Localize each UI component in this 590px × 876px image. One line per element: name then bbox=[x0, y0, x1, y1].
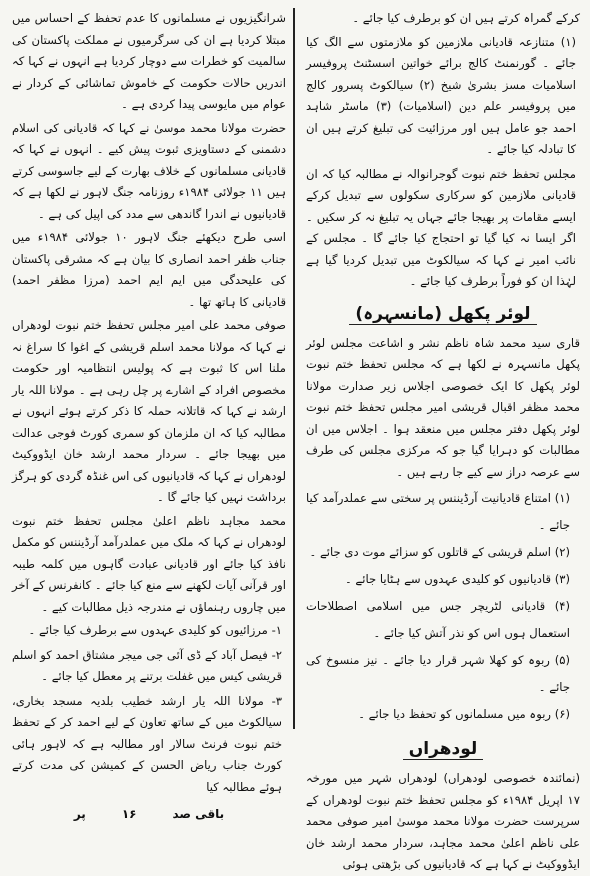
right-column bbox=[300, 8, 580, 871]
demand-item: ۱- مرزائیوں کو کلیدی عہدوں سے برطرف کیا جائے ۔ bbox=[28, 623, 282, 637]
section-heading-lower-pakhal bbox=[306, 299, 580, 329]
demands-list bbox=[306, 485, 580, 728]
paragraph: حضرت مولانا محمد موسیٰ نے کہا کہ قادیانی کی اسلام دشمنی کے دستاویزی ثبوت پیش کیے ۔ انہوں نے کہا کہ قادیانی مسلمانوں کے خلاف بھارت کے لیے جاسوسی کرتے ہیں ۱۱ جولائی ۱۹۸۴ء روزنامہ جنگ لاہور نے لکھا ہے کہ قادیانیوں نے اندرا گاندھی سے مدد کی اپیل کی ہے ۔ bbox=[12, 120, 287, 221]
demand-item: (۲) اسلم قریشی کے قاتلوں کو سزائے موت دی جائے ۔ bbox=[309, 545, 570, 559]
paragraph: اسی طرح دیکھئے جنگ لاہور ۱۰ جولائی ۱۹۸۴ء میں جناب ظفر احمد انصاری کا بیان ہے کہ مشرقی پاکستان کی علیحدگی میں ایم ایم احمد (مرزا مظفر احمد) قادیانی کا ہاتھ تھا ۔ bbox=[12, 230, 287, 309]
continuation-page: ۱۶ bbox=[121, 807, 137, 821]
demand-item: ۲- فیصل آباد کے ڈی آئی جی میجر مشتاق احمد کو اسلم قریشی کیس میں غفلت برتنے پر معطل کیا جائے ۔ bbox=[12, 647, 282, 683]
continuation-label: باقی صد bbox=[172, 807, 225, 821]
demand-item: (۴) قادیانی لٹریچر جس میں اسلامی اصطلاحات استعمال ہوں اس کو نذر آتش کیا جائے ۔ bbox=[306, 599, 570, 640]
opening-line: کرکے گمراہ کرتے ہیں ان کو برطرف کیا جائے ۔ bbox=[352, 11, 580, 25]
section-intro: قاری سید محمد شاہ ناظم نشر و اشاعت مجلس لوئر پکھل مانسہرہ نے لکھا ہے کہ مجلس تحفظ ختم نبوت لوئر پکھل کا ایک خصوصی اجلاس زیر صدارت مولانا محمد مظفر اقبال قریشی امیر مجلس تحفظ ختم نبوت لوئر پکھل دفتر مجلس میں منعقد ہوا ۔ اجلاس میں ان مطالبات کو دہرایا گیا جو کہ مرکزی مجلس کی طرف سے عرصہ دراز سے کیے جا رہے ہیں ۔ bbox=[306, 335, 580, 479]
transfer-item: (۱) متنازعہ قادیانی ملازمین کو ملازمتوں سے الگ کیا جائے ۔ گورنمنٹ کالج برائے خواتین اسسٹنٹ پروفیسر اسلامیات مسز بشریٰ شیخ (۲) سیالکوٹ پسرور کالج میں پروفیسر علم دین (اسلامیات) (۳) ماسٹر شاہد احمد جو عامل ہیں اور مرزائیت کی تبلیغ کرتے ہیں ان کا تبادلہ کیا جائے ۔ bbox=[306, 34, 576, 156]
section-heading-lodhran bbox=[306, 734, 580, 764]
paragraph: محمد مجاہد ناظم اعلیٰ مجلس تحفظ ختم نبوت لودھراں نے کہا کہ ملک میں عملدرآمد آرڈیننس کو مکمل نافذ کیا جائے اور قادیانی عبادت گاہوں میں کلمہ طیبہ اور قرآنی آیات لکھنے سے منع کیا جائے ۔ کانفرنس کے آخر میں چاروں رہنماؤں نے مندرجہ ذیل مطالبات کیے ۔ bbox=[12, 513, 286, 614]
demand-item: (۳) قادیانیوں کو کلیدی عہدوں سے ہٹایا جائے ۔ bbox=[344, 572, 570, 586]
paragraph: صوفی محمد علی امیر مجلس تحفظ ختم نبوت لودھراں نے کہا کہ مولانا محمد اسلم قریشی کے اغوا کا سراغ نہ ملنا اس کا ثبوت ہے کہ پولیس انتظامیہ اور حکومت مخصوص افراد کے اشارے پر چل رہی ہے ۔ مولانا اللہ یار ارشد نے کہا کہ قاتلانہ حملہ کا ذکر کرتے ہوئے انہوں نے مطالبہ کیا کہ ان ملزمان کو سمری کورٹ فوجی عدالت میں بھیجا جائے ۔ سردار محمد ارشد خان ایڈووکیٹ لودھراں نے کہا کہ قادیانیوں کی اس غنڈہ گردی کو ہرگز برداشت نہیں کیا جائے گا ۔ bbox=[12, 318, 286, 504]
continuation-note bbox=[12, 804, 286, 826]
section-title: لوئر پکھل (مانسہرہ) bbox=[349, 304, 536, 325]
continuation-suffix: پر bbox=[73, 807, 86, 821]
paragraph: شرانگیزیوں نے مسلمانوں کا عدم تحفظ کے احساس میں مبتلا کردیا ہے ان کی سرگرمیوں نے مملکت پاکستان کی سالمیت کو خطرات سے دوچار کردیا ہے انہوں نے کہا کہ اندریں حالات حکومت کے خاموش تماشائی کے کردار نے عوام میں مایوسی پیدا کردی ہے ۔ bbox=[12, 11, 286, 111]
left-column bbox=[12, 8, 292, 821]
section-body: (نمائندہ خصوصی لودھراں) لودھراں شہر میں مورخہ ۱۷ اپریل ۱۹۸۴ء کو مجلس تحفظ ختم نبوت لودھراں کے سرپرست حضرت مولانا محمد موسیٰ امیر صوفی محمد علی ناظم اعلیٰ محمد مجاہد، سردار محمد ارشد خان ایڈووکیٹ نے کہا ہے کہ قادیانیوں کی بڑھتی ہوئی bbox=[306, 771, 580, 871]
demand-item: (۶) ربوہ میں مسلمانوں کو تحفظ دیا جائے ۔ bbox=[358, 707, 570, 721]
section-title: لودھراں bbox=[403, 739, 483, 760]
transfer-item: مجلس تحفظ ختم نبوت گوجرانوالہ نے مطالبہ کیا کہ ان قادیانی ملازمین کو سرکاری سکولوں سے تبدیل کرکے ایسے مقامات پر بھیجا جائے جہاں یہ تبلیغ نہ کر سکیں ۔ اگر ایسا نہ کیا گیا تو احتجاج کیا جائے گا ۔ مجلس کے نائب امیر نے کہا کہ سیالکوٹ میں تبدیل کردیا گیا ہے لہٰذا ان کو فوراً برطرف کیا جائے ۔ bbox=[306, 166, 576, 288]
demand-item: ۳- مولانا اللہ یار ارشد خطیب بلدیہ مسجد بخاری، سیالکوٹ میں کے ساتھ تعاون کے لیے احمد کر کے تحفظ ختم نبوت فرنٹ سالار اور مطالبہ ہے کہ لاہور ہائی کورٹ جناب ریاض الحسن کے کمیشن کی مدت کرتے ہوئے مطالبہ کیا bbox=[12, 693, 282, 794]
demand-item: (۱) امتناع قادیانیت آرڈیننس پر سختی سے عملدرآمد کیا جائے ۔ bbox=[306, 491, 570, 532]
demand-item: (۵) ربوہ کو کھلا شہر قرار دیا جائے ۔ نیز منسوخ کی جائے ۔ bbox=[306, 653, 570, 694]
column-divider bbox=[293, 8, 295, 729]
